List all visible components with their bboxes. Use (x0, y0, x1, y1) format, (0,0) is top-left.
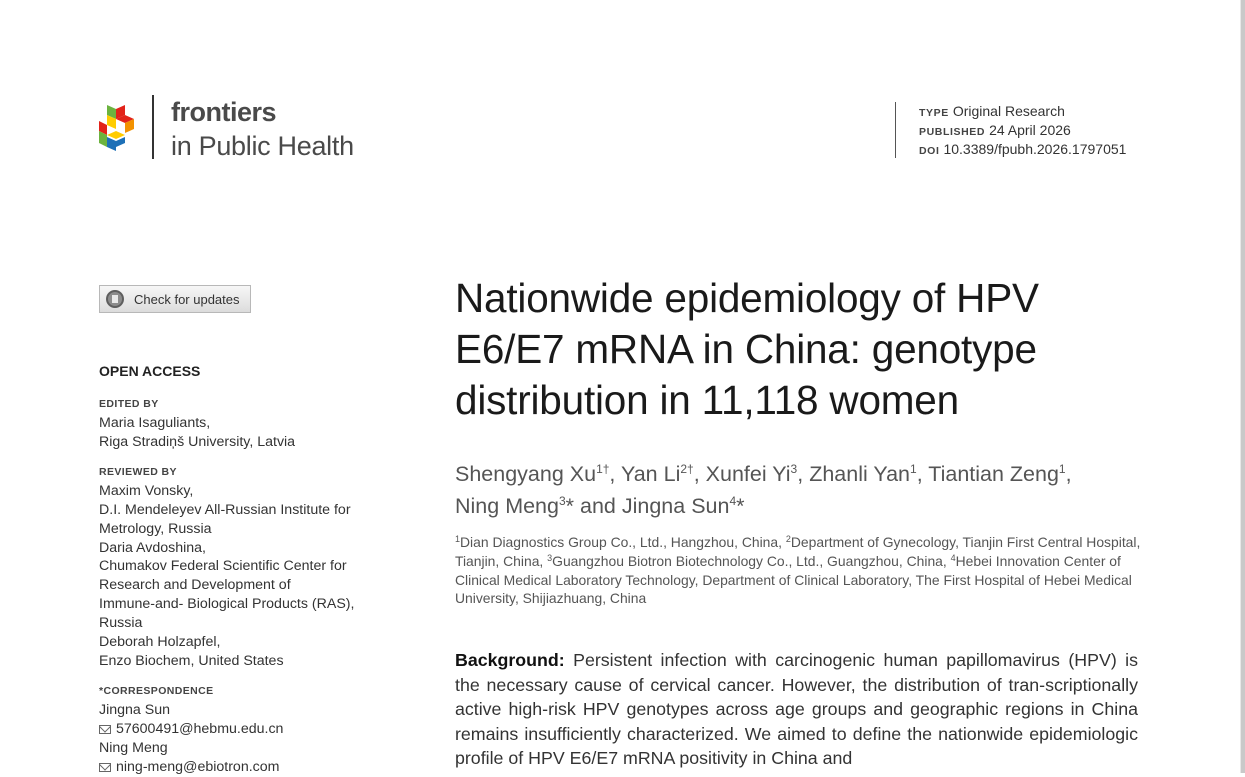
mail-icon (99, 725, 111, 734)
author-name[interactable]: Tiantian Zeng (928, 462, 1059, 486)
logo-divider (152, 95, 154, 159)
correspondent-email-row (99, 720, 389, 739)
affiliation-text: Department of Gynecology, Tianjin First Central Hospital, Tianjin, China, (455, 534, 1141, 569)
author-separator: * and (565, 494, 622, 518)
article-sidebar (99, 361, 389, 777)
doi (919, 140, 1126, 159)
correspondent-name: Jingna Sun (99, 701, 170, 718)
affiliation-number: 4 (950, 552, 956, 563)
author-affiliation-mark: 3 (558, 494, 566, 508)
check-updates-label: Check for updates (134, 291, 240, 307)
doi-label: DOI (919, 145, 940, 157)
reviewer-line: Metrology, Russia (99, 520, 212, 537)
correspondent-email-link[interactable]: ning-meng@ebiotron.com (116, 758, 280, 775)
reviewer-line: Deborah Holzapfel, (99, 634, 221, 651)
reviewer-line: Russia (99, 615, 143, 632)
affiliation-text: Hebei Innovation Center of Clinical Medical Laboratory Technology, Department of Clinical Laboratory, The First Hospital of Hebei Medical University, Shijiazhuang, China (455, 552, 1132, 607)
correspondent-email-link[interactable]: 57600491@hebmu.edu.cn (116, 720, 284, 737)
title-line: Nationwide epidemiology of HPV (455, 275, 1039, 321)
page-edge (1241, 0, 1245, 773)
doi-link[interactable]: 10.3389/fpubh.2026.1797051 (943, 141, 1127, 157)
reviewer-line: Immune-and- Biological Products (RAS), (99, 596, 355, 613)
author-name[interactable]: Jingna Sun (621, 494, 730, 518)
meta-divider (895, 102, 896, 158)
abstract-text: Persistent infection with carcinogenic human papillomavirus (HPV) is the necessary cause of cervical cancer. However, the distribution of tran-scriptionally active high-risk HPV genotypes across age groups and geographic regions in China remains insufficiently characterized. We aimed to define the nationwide epidemiologic profile of HPV E6/E7 mRNA positivity in China and (455, 650, 1138, 769)
reviewer-line: Enzo Biochem, United States (99, 652, 284, 669)
author-name[interactable]: Zhanli Yan (809, 462, 910, 486)
type-label: TYPE (919, 107, 949, 119)
affiliation-text: Guangzhou Biotron Biotechnology Co., Ltd., Guangzhou, China, (552, 552, 951, 569)
author-separator: , (916, 462, 929, 486)
author-affiliation-mark: 1 (910, 462, 917, 476)
author-name[interactable]: Xunfei Yi (705, 462, 791, 486)
article-title (455, 273, 1155, 426)
author-separator: , (693, 462, 706, 486)
title-line: distribution in 11,118 women (455, 377, 959, 423)
bookmark-icon (106, 290, 124, 308)
title-line: E6/E7 mRNA in China: genotype (455, 326, 1037, 372)
author-separator: , (609, 462, 621, 486)
reviewer-line: Daria Avdoshina, (99, 539, 207, 556)
reviewer-line: Chumakov Federal Scientific Center for (99, 558, 347, 575)
edited-by-label: EDITED BY (99, 398, 159, 410)
abstract-section-label: Background: (455, 650, 565, 670)
mail-icon (99, 763, 111, 772)
article-meta (919, 102, 1126, 159)
reviewer-line: Research and Development of (99, 577, 291, 594)
affiliation-number: 3 (547, 552, 553, 563)
reviewer-line: D.I. Mendeleyev All-Russian Institute for (99, 501, 351, 518)
published-date (919, 121, 1126, 140)
author-affiliation-mark: 3 (790, 462, 798, 476)
affiliation-text: Dian Diagnostics Group Co., Ltd., Hangzhou, China, (460, 534, 786, 550)
journal-brand: frontiers (171, 97, 277, 127)
correspondent-email-row (99, 758, 389, 777)
affiliation-number: 1 (455, 534, 461, 544)
author-name[interactable]: Ning Meng (455, 494, 559, 518)
published-value: 24 April 2026 (989, 122, 1071, 138)
author-list (455, 458, 1145, 522)
type-value: Original Research (952, 103, 1065, 119)
author-affiliation-mark: 1† (596, 462, 610, 476)
author-separator: , (797, 462, 810, 486)
author-affiliation-mark: 4 (729, 494, 737, 508)
published-label: PUBLISHED (919, 126, 986, 138)
reviewer-line: Maxim Vonsky, (99, 482, 194, 499)
author-name[interactable]: Shengyang Xu (455, 462, 597, 486)
check-for-updates-button[interactable] (99, 285, 251, 313)
article-type (919, 102, 1126, 121)
correspondent-name: Ning Meng (99, 739, 168, 756)
correspondence-label: *CORRESPONDENCE (99, 684, 214, 697)
journal-name: in Public Health (171, 131, 354, 161)
frontiers-logo-icon (99, 103, 137, 151)
author-affiliation-mark: 2† (680, 462, 694, 476)
author-separator: * (736, 494, 745, 518)
author-affiliation-mark: 1 (1058, 462, 1066, 476)
author-name[interactable]: Yan Li (620, 462, 681, 486)
affiliation-number: 2 (785, 534, 791, 544)
affiliation-list (455, 533, 1145, 608)
author-separator: , (1065, 462, 1072, 486)
editor-affiliation: Riga Stradiņš University, Latvia (99, 433, 296, 450)
editor-name: Maria Isaguliants, (99, 415, 211, 431)
abstract-background (455, 648, 1138, 771)
reviewed-by-label: REVIEWED BY (99, 465, 177, 478)
open-access-label: OPEN ACCESS (99, 363, 201, 379)
